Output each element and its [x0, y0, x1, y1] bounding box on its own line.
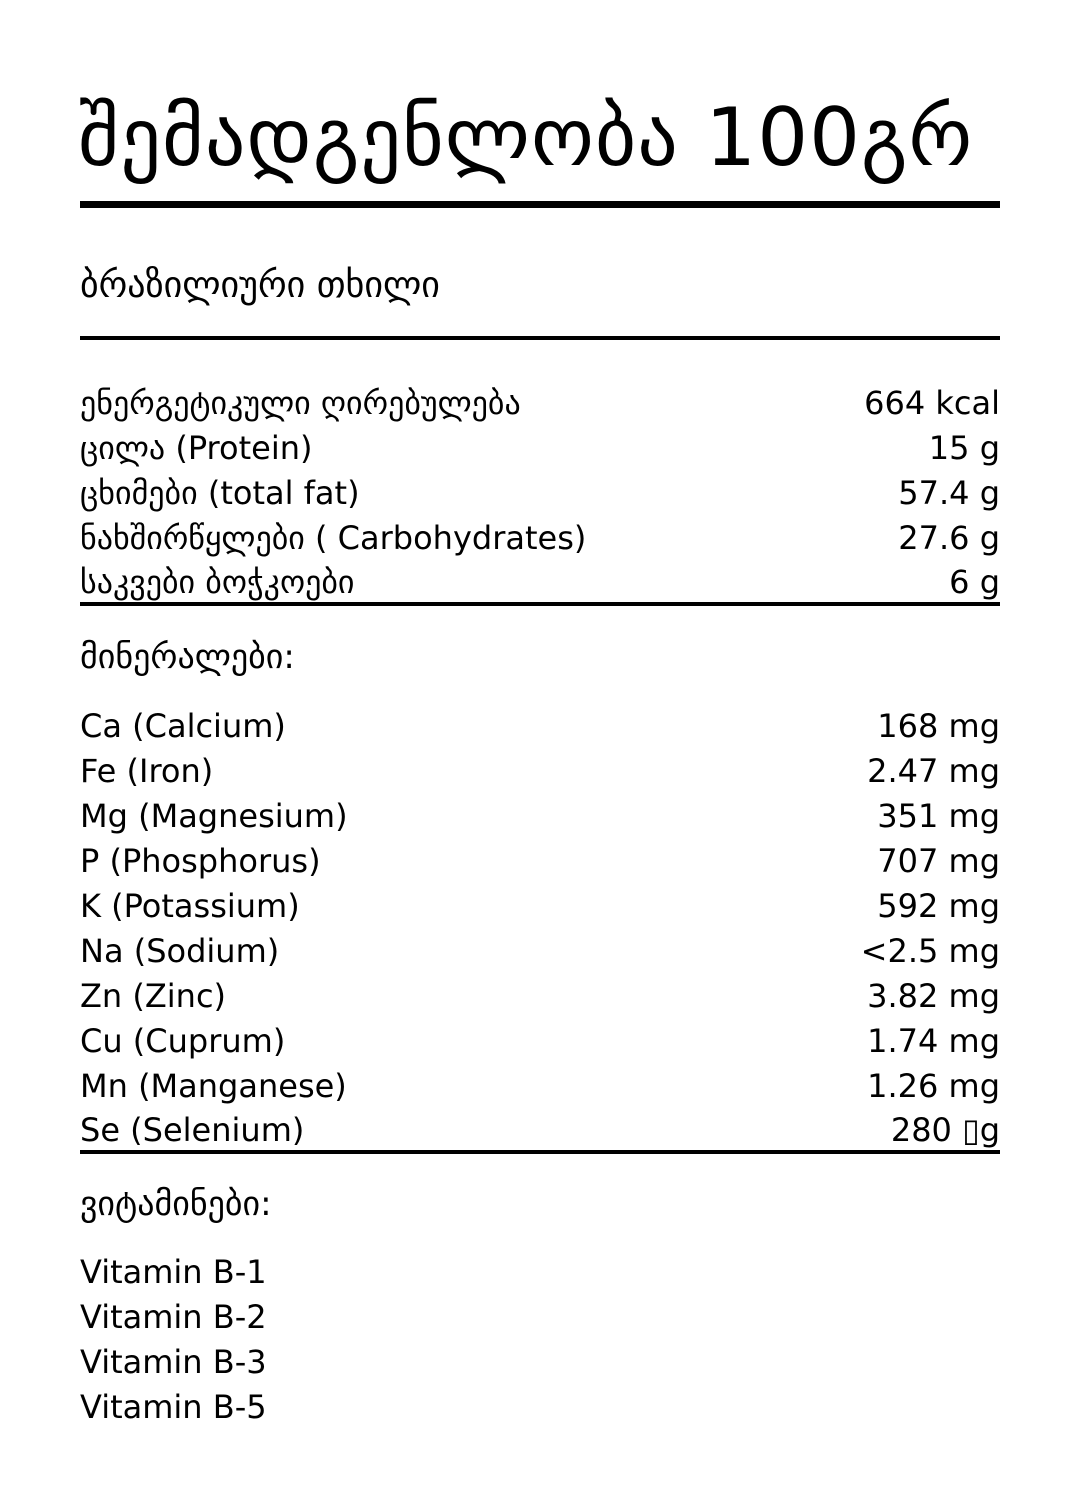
table-row	[80, 561, 1000, 606]
table-row	[80, 426, 1000, 471]
page-title: შემადგენლობა 100გრ	[78, 91, 974, 184]
mineral-value: 707 mg	[877, 842, 1000, 880]
table-row	[80, 749, 1000, 794]
mineral-value: 168 mg	[877, 707, 1000, 745]
table-row	[80, 929, 1000, 974]
vitamins-heading: ვიტამინები:	[80, 1184, 272, 1224]
nutrient-label: საკვები ბოჭკოები	[80, 563, 355, 601]
nutrient-label: ენერგეტიკული ღირებულება	[80, 384, 521, 422]
mineral-label: Ca (Calcium)	[80, 707, 286, 745]
mineral-label: Fe (Iron)	[80, 752, 214, 790]
table-row	[80, 1064, 1000, 1109]
list-item: Vitamin B-5	[80, 1388, 267, 1426]
title-divider	[80, 201, 1000, 208]
vitamins-list	[80, 1250, 1000, 1430]
nutrient-label: ნახშირწყლები ( Carbohydrates)	[80, 519, 587, 557]
nutrient-value: 6 g	[949, 563, 1000, 601]
product-name: ბრაზილიური თხილი	[80, 265, 440, 306]
table-row	[80, 884, 1000, 929]
nutrient-value: 664 kcal	[864, 384, 1000, 422]
table-row	[80, 974, 1000, 1019]
mineral-value: 351 mg	[877, 797, 1000, 835]
nutrient-value: 27.6 g	[898, 519, 1000, 557]
mineral-value: <2.5 mg	[860, 932, 1000, 970]
table-row	[80, 1109, 1000, 1154]
nutrient-value: 15 g	[928, 429, 1000, 467]
minerals-table	[80, 704, 1000, 1154]
nutrient-label: ცილა (Protein)	[80, 429, 313, 467]
mineral-label: Cu (Cuprum)	[80, 1022, 286, 1060]
mineral-label: K (Potassium)	[80, 887, 300, 925]
nutrient-value: 57.4 g	[898, 474, 1000, 512]
mineral-label: Se (Selenium)	[80, 1111, 305, 1149]
mineral-value: 280 ▯g	[890, 1111, 1000, 1149]
mineral-value: 592 mg	[877, 887, 1000, 925]
mineral-label: P (Phosphorus)	[80, 842, 321, 880]
mineral-value: 1.26 mg	[867, 1067, 1000, 1105]
table-row	[80, 1019, 1000, 1064]
nutrition-table	[80, 381, 1000, 606]
table-row	[80, 471, 1000, 516]
mineral-label: Mn (Manganese)	[80, 1067, 347, 1105]
list-item: Vitamin B-1	[80, 1253, 267, 1291]
table-row	[80, 794, 1000, 839]
product-divider	[80, 336, 1000, 340]
table-row	[80, 839, 1000, 884]
mineral-label: Mg (Magnesium)	[80, 797, 348, 835]
mineral-label: Zn (Zinc)	[80, 977, 227, 1015]
mineral-value: 3.82 mg	[867, 977, 1000, 1015]
table-row	[80, 516, 1000, 561]
list-item: Vitamin B-2	[80, 1298, 267, 1336]
table-row	[80, 704, 1000, 749]
mineral-label: Na (Sodium)	[80, 932, 280, 970]
minerals-heading: მინერალები:	[80, 637, 295, 677]
table-row	[80, 381, 1000, 426]
nutrient-label: ცხიმები (total fat)	[80, 474, 360, 512]
mineral-value: 2.47 mg	[867, 752, 1000, 790]
list-item: Vitamin B-3	[80, 1343, 267, 1381]
mineral-value: 1.74 mg	[867, 1022, 1000, 1060]
